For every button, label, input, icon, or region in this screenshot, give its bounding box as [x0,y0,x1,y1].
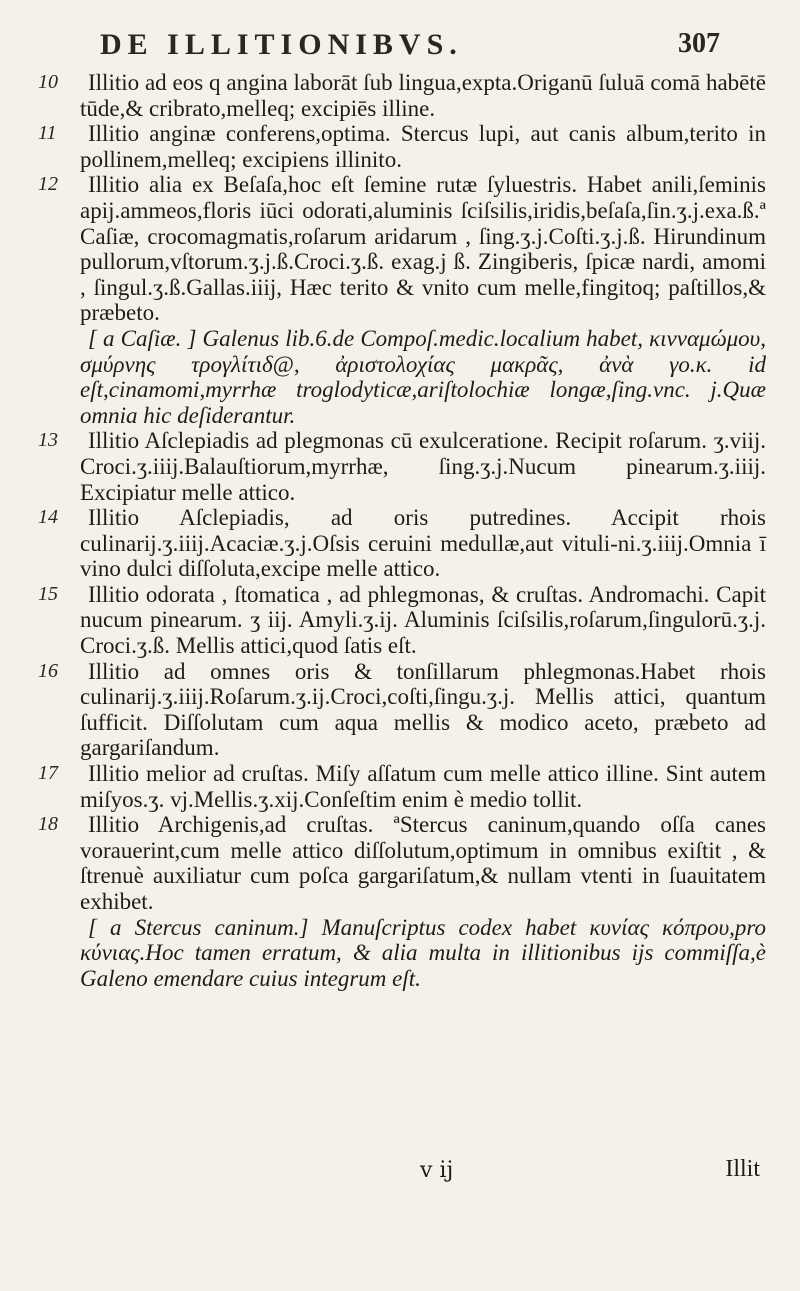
catchword: Illit [725,1156,760,1182]
entry-number: 15 [38,582,58,605]
entry-text: Illitio alia ex Beſaſa,hoc eſt ſemine rutæ ſyluestris. Habet anili,ſeminis apij.ammeos,floris iūci odorati,aluminis ſciſsilis,iridis,beſaſa,ſin.ʒ.j.exa.ß.ª Caſiæ, crocomagmatis,roſarum aridarum , ſing.ʒ.j.Coſti.ʒ.j.ß. Hirundinum pullorum,vſtorum.ʒ.j.ß.Croci.ʒ.ß. exag.j ß. Zingiberis, ſpicæ nardi, amomi , ſingul.ʒ.ß.Gallas.iiij, Hæc terito & vnito cum melle,fingitoq; paſtillos,& præbeto. [80,172,766,326]
entry-text: Illitio anginæ conferens,optima. Stercus lupi, aut canis album,terito in pollinem,melleq; excipiens illinito. [80,121,766,172]
entry-17 [38,761,766,812]
running-head [100,22,720,66]
entry-12 [38,172,766,326]
entry-number: 12 [38,173,58,196]
annotation-text: [ a Stercus caninum.] Manuſcriptus codex habet κυνίας κόπρου,pro κύνιας.Hoc tamen erratum, & alia multa in illitionibus ijs commiſſa,è Galeno emendare cuius integrum eſt. [80,914,766,991]
entry-10 [38,70,766,121]
annotation-casia [38,326,766,428]
entry-text: Illitio Aſclepiadis, ad oris putredines. Accipit rhois culinarij.ʒ.iiij.Acaciæ.ʒ.j.Oſsis ceruini medullæ,aut vituli-ni.ʒ.iiij.Omnia ī vino dulci diſſoluta,excipe melle attico. [80,505,766,582]
annotation-text: [ a Caſiæ. ] Galenus lib.6.de Compoſ.medic.localium habet, κινναμώμου, σμύρνης τρογλίτιδ@, ἀριστολοχίας μακρᾶς, ἀνὰ γο.κ. id eſt,cinamomi,myrrhæ troglodyticæ,ariſtolochiæ longæ,ſing.vnc. j.Quæ omnia hic deſiderantur. [80,325,766,428]
entry-14 [38,505,766,582]
entry-text: Illitio ad eos q angina laborāt ſub lingua,expta.Origanū ſuluā comā habētē tūde,& cribrato,melleq; excipiēs illine. [80,70,766,121]
entry-11 [38,121,766,172]
entry-13 [38,428,766,505]
page-number: 307 [678,28,720,59]
entry-number: 17 [38,762,58,785]
entry-text: Illitio Archigenis,ad cruſtas. ªStercus caninum,quando oſſa canes vorauerint,cum melle attico diſſolutum,optimum in omnibus exiſtit , & ſtrenuè auxiliatur cum poſca gargariſatum,& nullam vtenti in ſuauitatem exhibet. [80,812,766,914]
signature-mark: v ij [420,1158,454,1183]
entry-number: 10 [38,71,58,93]
running-title: DE ILLITIONIBVS. [100,28,463,61]
entry-number: 14 [38,506,58,529]
entry-text: Illitio odorata , ſtomatica , ad phlegmonas, & cruſtas. Andromachi. Capit nucum pinearum. ʒ iij. Amyli.ʒ.ij. Aluminis ſciſsilis,roſarum,ſingulorū.ʒ.j. Croci.ʒ.ß. Mellis attici,quod ſatis eſt. [80,581,766,659]
entry-number: 16 [38,659,58,682]
annotation-stercus [38,915,766,992]
body-text [38,70,766,991]
entry-number: 18 [38,813,58,836]
entry-15 [38,582,766,659]
entry-18 [38,812,766,914]
entry-number: 11 [38,122,57,145]
entry-number: 13 [38,429,58,452]
entry-text: Illitio Aſclepiadis ad plegmonas cū exulceratione. Recipit roſarum. ʒ.viij. Croci.ʒ.iiij.Balauſtiorum,myrrhæ, ſing.ʒ.j.Nucum pinearum.ʒ.iiij. Excipiatur melle attico. [80,428,766,505]
entry-text: Illitio melior ad cruſtas. Miſy aſſatum cum melle attico illine. Sint autem miſyos.ʒ. vj.Mellis.ʒ.xij.Conſeſtim enim è medio tollit. [80,761,766,812]
entry-16 [38,659,766,761]
entry-text: Illitio ad omnes oris & tonſillarum phlegmonas.Habet rhois culinarij.ʒ.iiij.Roſarum.ʒ.ij.Croci,coſti,ſingu.ʒ.j. Mellis attici, quantum ſufficit. Diſſolutam cum aqua mellis & modico aceto, præbeto ad gargariſandum. [80,658,766,761]
